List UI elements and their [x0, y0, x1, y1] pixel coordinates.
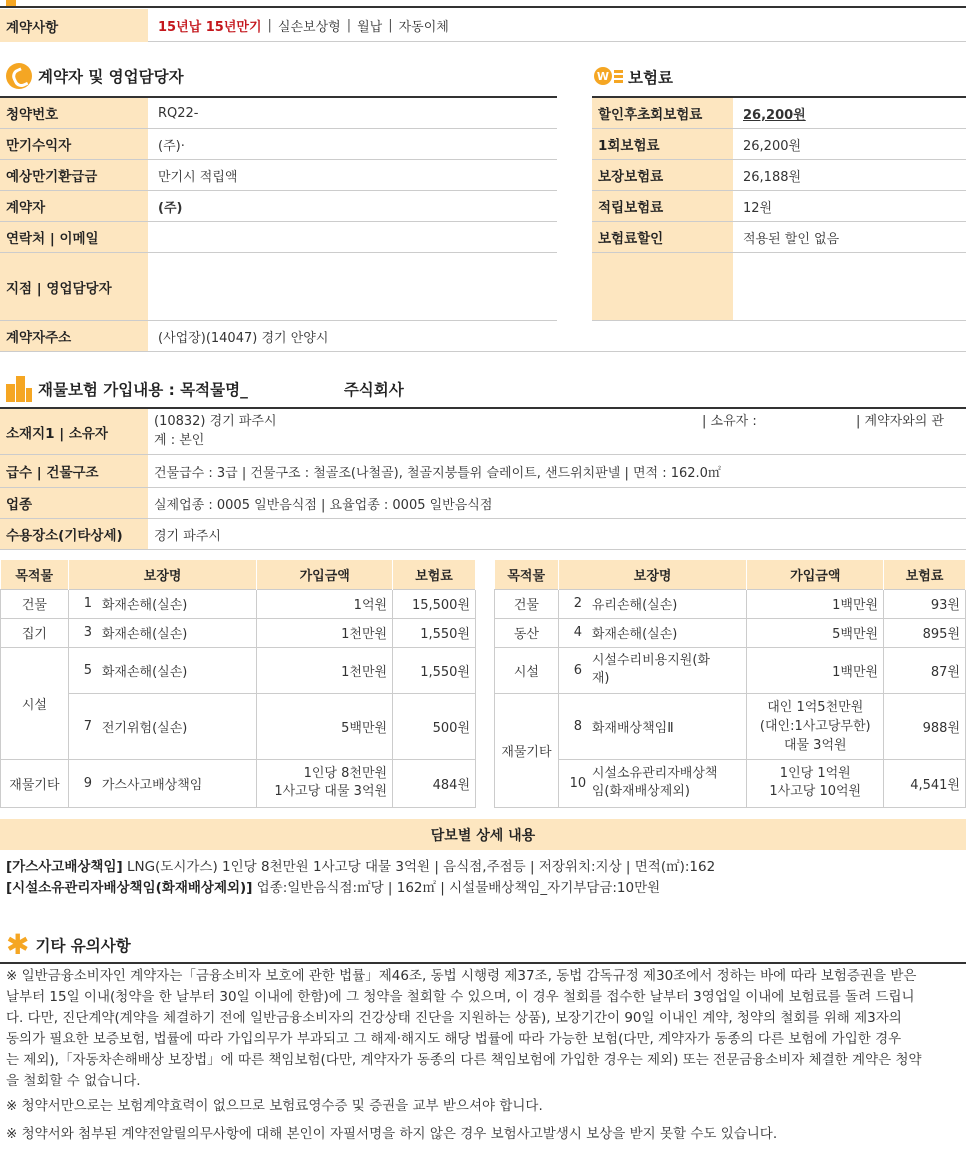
contract-value: 15년납 15년만기 | 실손보상형 | 월납 | 자동이체 [148, 9, 966, 42]
premium-label: 보장보험료 [592, 160, 733, 191]
property-section-title [6, 376, 404, 402]
contractor-label: 예상만기환급금 [0, 160, 148, 191]
contractor-value [148, 222, 557, 253]
table-row: 10 시설소유관리자배상책 임(화재배상제외) 1인당 1억원 1사고당 10억원 4,541원 [495, 759, 966, 807]
col-header: 보험료 [884, 560, 966, 589]
table-row: 재물기타 9 가스사고배상책임 1인당 8천만원 1사고당 대물 3억원 484원 [1, 759, 476, 807]
contractor-value: (주)· [148, 129, 557, 160]
premium-label: 보험료할인 [592, 222, 733, 253]
col-header: 보장명 [558, 560, 747, 589]
contractor-value: (사업장)(14047) 경기 안양시 [148, 321, 966, 352]
col-header: 목적물 [1, 560, 69, 589]
table-row: 7 전기위험(실손) 5백만원 500원 [1, 693, 476, 759]
contract-pay: 월납 [357, 19, 383, 35]
detail-banner: 담보별 상세 내용 [0, 819, 966, 850]
property-value-place: 경기 파주시 [148, 519, 966, 550]
contractor-label: 계약자주소 [0, 321, 148, 352]
top-divider [0, 6, 966, 8]
contractor-value: (주) [148, 191, 557, 222]
property-label-biz: 업종 [0, 488, 148, 519]
notes-section-title [6, 928, 131, 961]
property-label-location: 소재지1 | 소유자 [0, 409, 148, 455]
contractor-label: 청약번호 [0, 98, 148, 129]
building-icon [6, 376, 32, 402]
property-title-suffix: 주식회사 [343, 381, 404, 399]
detail-line-gas: [가스사고배상책임] LNG(도시가스) 1인당 8천만원 1사고당 대물 3억원 | 음식점,주점등 | 저장위치:지상 | 면적(㎡):162 [6, 859, 716, 875]
col-header: 목적물 [495, 560, 559, 589]
table-row: 재물기타 8 화재배상책임Ⅱ 대인 1억5천만원 (대인:1사고당무한) 대물 3억원 988원 [495, 693, 966, 759]
table-row: 건물 2 유리손해(실손) 1백만원 93원 [495, 589, 966, 618]
notes-title-text: 기타 유의사항 [35, 937, 131, 955]
phone-icon [6, 63, 32, 89]
premium-value: 12원 [733, 191, 966, 222]
coverage-table-right [494, 560, 966, 808]
coverage-table-left [0, 560, 476, 808]
table-header [495, 560, 966, 589]
contract-label: 계약사항 [0, 9, 148, 42]
table-row: 동산 4 화재손해(실손) 5백만원 895원 [495, 618, 966, 647]
col-header: 가입금액 [747, 560, 884, 589]
premium-label: 적립보험료 [592, 191, 733, 222]
contractor-label: 연락처 | 이메일 [0, 222, 148, 253]
property-label-place: 수용장소(기타상세) [0, 519, 148, 550]
premium-label: 1회보험료 [592, 129, 733, 160]
col-header: 보험료 [393, 560, 476, 589]
notes-paragraph-1: ※ 일반금융소비자인 계약자는「금융소비자 보호에 관한 법률」제46조, 동법 시행령 제37조, 동법 감독규정 제30조에서 정하는 바에 따라 보험증권을 받은 날부터 15일 이내(청약을 한 날부터 30일 이내에 한함)에 그 청약을 철회할 수 있으며, 이 경우 철회를 접수한 날부터 3영업일 이내에 보험료를 돌려 드립니 다. 다만, 진단계약(계약을 체결하기 전에 일반금융소비자의 건강상태 진단을 지원하는 상품), 보장기간이 90일 이내인 계약, 청약의 철회를 위해 제3자의 동의가 필요한 보증보험, 법률에 따라 가입의무가 부과되고 그 해제·해지도 해당 법률에 따라 가능한 보험(다만, 계약자가 동종의 다른 보험에 가입한 경우 는 제외),「자동차손해배상 보장법」에 따른 책임보험(다만, 계약자가 동종의 다른 책임보험에 가입한 경우는 제외) 또는 전문금융소비자 체결한 계약은 청약 을 철회할 수 없습니다. [6, 968, 922, 1089]
property-title-prefix: 재물보험 가입내용 : 목적물명_ [38, 381, 248, 399]
col-header: 보장명 [68, 560, 257, 589]
contractor-title-text: 계약자 및 영업담당자 [38, 68, 184, 86]
contractor-value [148, 253, 557, 321]
premium-value: 26,200원 [733, 129, 966, 160]
asterisk-icon: ✱ [6, 928, 30, 961]
detail-line-facility: [시설소유관리자배상책임(화재배상제외)] 업종:일반음식점:㎡당 | 162㎡ | 시설물배상책임_자기부담금:10만원 [6, 880, 661, 896]
table-row: 집기 3 화재손해(실손) 1천만원 1,550원 [1, 618, 476, 647]
won-icon: W [594, 66, 622, 88]
property-value-location: (10832) 경기 파주시 | 소유자 : | 계약자와의 관 계 : 본인 [148, 409, 966, 455]
notes-paragraph-3: ※ 청약서와 첨부된 계약전알릴의무사항에 대해 본인이 자필서명을 하지 않은 경우 보험사고발생시 보상을 받지 못할 수도 있습니다. [6, 1126, 778, 1142]
contract-type: 실손보상형 [277, 19, 341, 35]
table-row: 시설 5 화재손해(실손) 1천만원 1,550원 [1, 647, 476, 693]
contract-method: 자동이체 [398, 19, 449, 35]
contractor-label: 만기수익자 [0, 129, 148, 160]
table-header [1, 560, 476, 589]
property-value-biz: 실제업종 : 0005 일반음식점 | 요율업종 : 0005 일반음식점 [148, 488, 966, 519]
contractor-section-title [6, 63, 184, 89]
premium-label: 할인후초회보험료 [592, 98, 733, 129]
premium-value: 26,200원 [733, 98, 966, 129]
table-row: 건물 1 화재손해(실손) 1억원 15,500원 [1, 589, 476, 618]
premium-title-text: 보험료 [628, 69, 673, 87]
premium-value: 26,188원 [733, 160, 966, 191]
notes-divider [0, 962, 966, 964]
premium-section-title [594, 66, 673, 88]
premium-label-empty [592, 253, 733, 321]
notes-paragraph-2: ※ 청약서만으로는 보험계약효력이 없으므로 보험료영수증 및 증권을 교부 받으셔야 합니다. [6, 1098, 543, 1114]
col-header: 가입금액 [257, 560, 393, 589]
table-row: 시설 6 시설수리비용지원(화 재) 1백만원 87원 [495, 647, 966, 693]
contract-term: 15년납 15년만기 [158, 19, 262, 35]
premium-value-empty [733, 253, 966, 321]
contractor-value: 만기시 적립액 [148, 160, 557, 191]
property-value-grade: 건물급수 : 3급 | 건물구조 : 철골조(나철골), 철골지붕틀위 슬레이트, 샌드위치판넬 | 면적 : 162.0㎡ [148, 455, 966, 488]
contractor-value: RQ22- [148, 98, 557, 129]
contractor-label: 계약자 [0, 191, 148, 222]
contractor-label: 지점 | 영업담당자 [0, 253, 148, 321]
property-label-grade: 급수 | 건물구조 [0, 455, 148, 488]
premium-value: 적용된 할인 없음 [733, 222, 966, 253]
